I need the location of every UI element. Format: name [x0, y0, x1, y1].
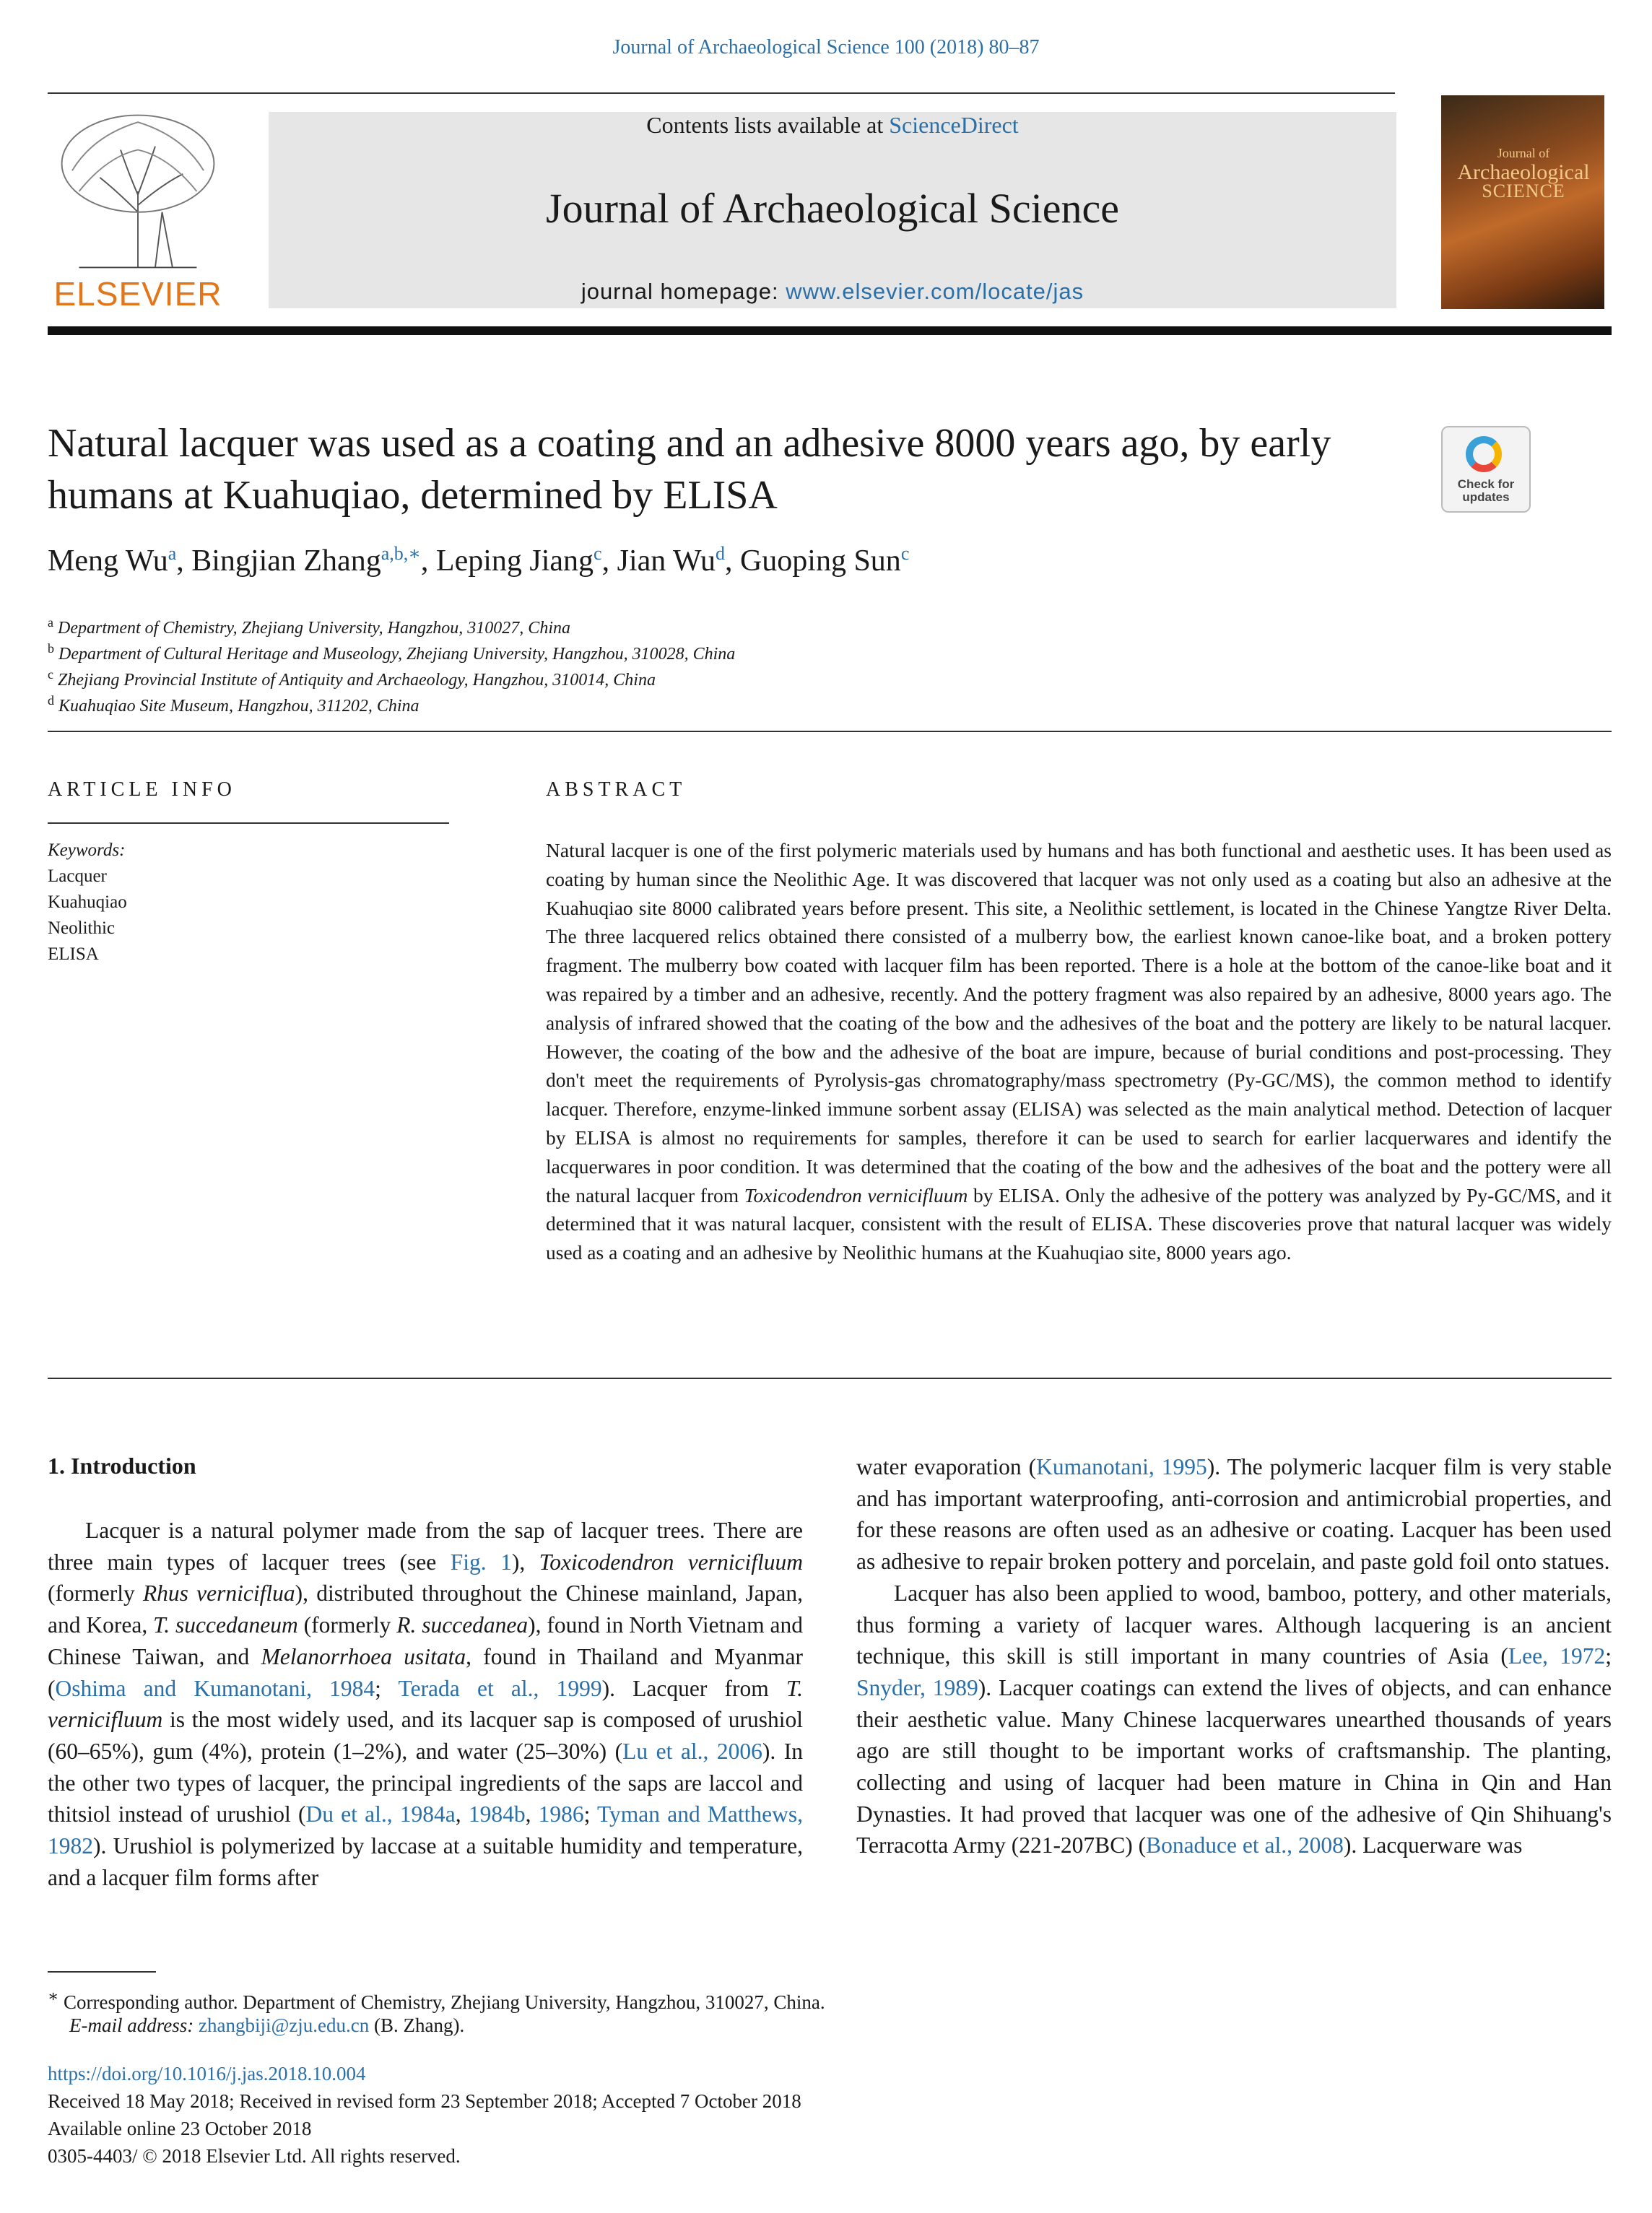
introduction-heading: 1. Introduction: [48, 1453, 196, 1479]
cover-text: SCIENCE: [1482, 181, 1565, 201]
article-info-heading: ARTICLE INFO: [48, 778, 236, 801]
citation-link[interactable]: Snyder, 1989: [856, 1674, 978, 1700]
elsevier-wordmark[interactable]: ELSEVIER: [53, 275, 222, 313]
citation-link[interactable]: Lee, 1972: [1508, 1643, 1606, 1669]
copyright-line: 0305-4403/ © 2018 Elsevier Ltd. All rights reserved.: [48, 2145, 461, 2167]
keyword[interactable]: Lacquer: [48, 866, 107, 886]
intro-right-column: [856, 1451, 1612, 1861]
footnote-rule: [48, 1971, 156, 1973]
citation-link[interactable]: Kumanotani, 1995: [1036, 1454, 1207, 1479]
citation-link[interactable]: Du et al., 1984a: [305, 1801, 456, 1827]
check-updates-icon: [1466, 436, 1502, 472]
citation-link[interactable]: 1986: [538, 1801, 584, 1827]
intro-paragraph: water evaporation (Kumanotani, 1995). The polymeric lacquer film is very stable and has important waterproofing, anti-corrosion and antimicrobial properties, and for these reasons are often used as an adhesive or coating. Lacquer has been used as adhesive to repair broken pottery and porcelain, and paste gold foil onto statues.: [856, 1454, 1612, 1575]
author-name[interactable]: Leping Jiang: [435, 544, 594, 578]
intro-paragraph: Lacquer has also been applied to wood, bamboo, pottery, and other materials, thus forming a variety of lacquer wares. Although lacquering is an ancient technique, this skill is still important in many countries of Asia (Lee, 1972; Snyder, 1989). Lacquer coatings can extend the lives of objects, and can enhance their aesthetic value. Many Chinese lacquerwares unearthed thousands of years ago are still thought to be important works of craftsmanship. The planting, collecting and using of lacquer had been mature in China in Qin and Han Dynasties. It had proved that lacquer was one of the adhesive of Qin Shihuang's Terracotta Army (221-207BC) (Bonaduce et al., 2008). Lacquerware was: [856, 1580, 1612, 1858]
article-info-rule: [48, 822, 449, 824]
article-history: Received 18 May 2018; Received in revised form 23 September 2018; Accepted 7 October 2018: [48, 2090, 801, 2112]
author-name[interactable]: Bingjian Zhang: [191, 544, 381, 578]
journal-reference[interactable]: Journal of Archaeological Science 100 (2018) 80–87: [612, 36, 1040, 58]
author-name[interactable]: Guoping Sun: [739, 544, 901, 578]
doi-link[interactable]: https://doi.org/10.1016/j.jas.2018.10.004: [48, 2063, 366, 2084]
intro-left-column: [48, 1515, 803, 1893]
journal-title: Journal of Archaeological Science: [546, 185, 1119, 232]
keyword[interactable]: Kuahuqiao: [48, 892, 127, 912]
cover-text: Archaeological: [1457, 160, 1590, 184]
homepage-link[interactable]: www.elsevier.com/locate/jas: [786, 279, 1084, 304]
elsevier-tree-logo: [48, 108, 228, 274]
journal-homepage: journal homepage: www.elsevier.com/locate/jas: [581, 279, 1084, 304]
email-note: E-mail address: zhangbiji@zju.edu.cn (B. Zhang).: [69, 2014, 465, 2036]
keyword[interactable]: ELISA: [48, 944, 99, 964]
affiliation: $^b$ Department of Cultural Heritage and Museology, Zhejiang University, Hangzhou, 310028, China: [48, 641, 736, 664]
author-list: Meng Wu$^a$, Bingjian Zhang$^{a,b,∗}$, Leping Jiang$^c$, Jian Wu$^d$, Guoping Sun$^c$: [48, 543, 910, 578]
abstract-body: Natural lacquer is one of the first polymeric materials used by humans and has both functional and aesthetic uses. It has been used as coating by human since the Neolithic Age. It was discovered that lacquer was not only used as a coating but also an adhesive at the Kuahuqiao site 8000 calibrated years before present. This site, a Neolithic settlement, is located in the Chinese Yangtze River Delta. The three lacquered relics obtained there consisted of a mulberry bow, the earliest known canoe-like boat, and a broken pottery fragment. The mulberry bow coated with lacquer film has been reported. There is a hole at the bottom of the canoe-like boat and it was repaired by a timber and an adhesive, recently. And the pottery fragment was also repaired by an adhesive, 8000 years ago. The analysis of infrared showed that the coating of the bow and the adhesives of the boat and the pottery are likely to be natural lacquer. However, the coating of the bow and the adhesive of the boat are impure, because of burial conditions and post-processing. They don't meet the requirements of Pyrolysis-gas chromatography/mass spectrometry (Py-GC/MS), the common method to identify lacquer. Therefore, enzyme-linked immune sorbent assay (ELISA) was selected as the main analytical method. Detection of lacquer by ELISA is almost no requirements for samples, therefore it can be used to search for earlier lacquerwares and identify the lacquerwares in poor condition. It was determined that the coating of the bow and the adhesives of the boat and the pottery were all the natural lacquer from Toxicodendron vernicifluum by ELISA. Only the adhesive of the pottery was analyzed by Py-GC/MS, and it determined that it was natural lacquer, consistent with the result of ELISA. These discoveries prove that natural lacquer was widely used as a coating and an adhesive by Neolithic humans at the Kuahuqiao site, 8000 years ago.: [546, 839, 1612, 1264]
citation-link[interactable]: Oshima and Kumanotani, 1984: [55, 1675, 375, 1701]
affiliation: $^d$ Kuahuqiao Site Museum, Hangzhou, 311202, China: [48, 693, 419, 716]
corresponding-author-note: ∗ Corresponding author. Department of Chemistry, Zhejiang University, Hangzhou, 310027, China.: [48, 1987, 825, 2013]
section-rule: [48, 1378, 1612, 1379]
author-name[interactable]: Meng Wu: [48, 544, 168, 578]
email-link[interactable]: zhangbiji@zju.edu.cn: [198, 2014, 370, 2036]
header-thick-rule: [48, 326, 1612, 335]
keyword[interactable]: Neolithic: [48, 918, 116, 938]
citation-link[interactable]: Lu et al., 2006: [622, 1738, 762, 1764]
citation-link[interactable]: Fig. 1: [450, 1549, 512, 1575]
affiliation: $^a$ Department of Chemistry, Zhejiang University, Hangzhou, 310027, China: [48, 615, 570, 638]
author-name[interactable]: Jian Wu: [617, 544, 716, 578]
abstract-heading: ABSTRACT: [546, 778, 687, 801]
citation-link[interactable]: Terada et al., 1999: [398, 1675, 602, 1701]
affiliation: $^c$ Zhejiang Provincial Institute of Antiquity and Archaeology, Hangzhou, 310014, China: [48, 667, 656, 690]
section-rule: [48, 731, 1612, 732]
available-online: Available online 23 October 2018: [48, 2118, 312, 2139]
cover-text: Journal of: [1497, 146, 1550, 160]
keywords-label: Keywords:: [48, 840, 126, 860]
citation-link[interactable]: 1984b: [468, 1801, 526, 1827]
journal-cover-thumbnail[interactable]: [1441, 95, 1604, 309]
contents-line: Contents lists available at ScienceDirect: [646, 112, 1019, 138]
intro-paragraph: Lacquer is a natural polymer made from the sap of lacquer trees. There are three main types of lacquer trees (see Fig. 1), Toxicodendron vernicifluum (formerly Rhus verniciflua), distributed throughout the Chinese mainland, Japan, and Korea, T. succedaneum (formerly R. succedanea), found in North Vietnam and Chinese Taiwan, and Melanorrhoea usitata, found in Thailand and Myanmar (Oshima and Kumanotani, 1984; Terada et al., 1999). Lacquer from T. vernicifluum is the most widely used, and its lacquer sap is composed of urushiol (60–65%), gum (4%), protein (1–2%), and water (25–30%) (Lu et al., 2006). In the other two types of lacquer, the principal ingredients of the saps are laccol and thitsiol instead of urushiol (Du et al., 1984a, 1984b, 1986; Tyman and Matthews, 1982). Urushiol is polymerized by laccase at a suitable humidity and temperature, and a lacquer film forms after: [48, 1518, 803, 1890]
citation-link[interactable]: Tyman and Matthews, 1982: [48, 1801, 803, 1859]
header-rule: [48, 92, 1395, 94]
article-title: Natural lacquer was used as a coating and an adhesive 8000 years ago, by early humans at Kuahuqiao, determined by ELISA: [48, 421, 1331, 518]
sciencedirect-link[interactable]: ScienceDirect: [889, 112, 1019, 138]
citation-link[interactable]: Bonaduce et al., 2008: [1146, 1832, 1344, 1858]
check-for-updates-label: Check for updates: [1457, 477, 1515, 504]
